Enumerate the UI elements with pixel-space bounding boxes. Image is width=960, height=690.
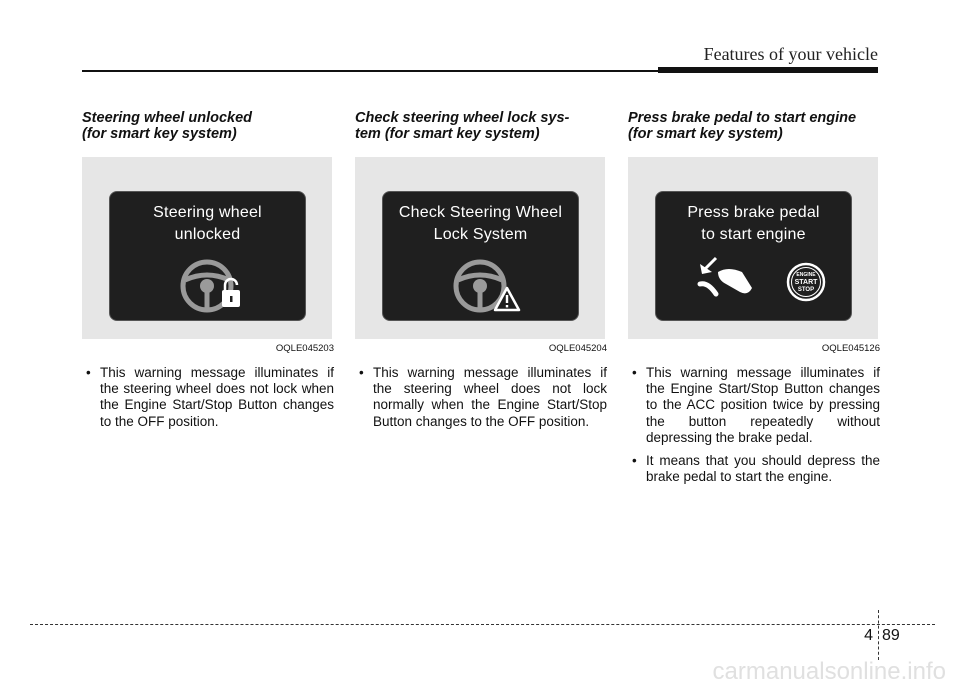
engine-label: ENGINE xyxy=(796,272,816,278)
bullet-list xyxy=(628,365,880,485)
section-title xyxy=(82,110,334,150)
steering-wheel-icon xyxy=(383,192,578,320)
figure-code: OQLE045204 xyxy=(548,343,607,354)
bullet-item: • This warning message illuminates if the Engine Start/Stop Button changes to the ACC position twice by pressing the button repeatedly without depressing the brake pedal. xyxy=(628,365,880,446)
title-line: Check steering wheel lock sys- xyxy=(355,110,570,126)
start-label: START xyxy=(794,279,818,286)
chapter-number: 4 xyxy=(864,627,873,644)
section-title xyxy=(355,110,607,150)
display-line: to start engine xyxy=(701,226,806,243)
cluster-figure xyxy=(82,157,332,339)
display-line: Steering wheel xyxy=(153,204,262,221)
cluster-display xyxy=(655,191,852,321)
display-line: Check Steering Wheel xyxy=(398,204,563,221)
bullet-list xyxy=(355,365,607,430)
watermark: carmanualsonline.info xyxy=(712,658,946,685)
section-press-brake-pedal xyxy=(628,110,880,492)
section-title xyxy=(628,110,880,150)
title-line: tem (for smart key system) xyxy=(355,126,540,142)
cluster-figure xyxy=(355,157,605,339)
section-check-steering-lock xyxy=(355,110,607,437)
cluster-display xyxy=(109,191,306,321)
bullet-list xyxy=(82,365,334,430)
steering-wheel-icon xyxy=(110,192,305,320)
engine-start-stop-icon xyxy=(656,192,851,320)
figure-code: OQLE045126 xyxy=(821,343,880,354)
figure-code: OQLE045203 xyxy=(275,343,334,354)
bullet-item: • It means that you should depress the brake pedal to start the engine. xyxy=(628,453,880,485)
footer-divider xyxy=(878,610,879,660)
display-line: Lock System xyxy=(433,226,528,243)
cluster-display xyxy=(382,191,579,321)
title-line: Press brake pedal to start engine xyxy=(628,110,857,126)
title-line: Steering wheel unlocked xyxy=(82,110,253,126)
stop-label: STOP xyxy=(797,287,815,293)
page-number: 89 xyxy=(882,627,900,644)
running-header: Features of your vehicle xyxy=(703,44,878,64)
display-line: unlocked xyxy=(174,226,241,243)
footer-rule xyxy=(30,624,935,625)
bullet-item: • This warning message illuminates if the steering wheel does not lock normally when the Engine Start/Stop Button changes to the OFF position. xyxy=(355,365,607,430)
display-line: Press brake pedal xyxy=(687,204,820,221)
title-line: (for smart key system) xyxy=(82,126,237,142)
header-rule-accent xyxy=(658,67,878,73)
title-line: (for smart key system) xyxy=(628,126,783,142)
section-steering-unlocked xyxy=(82,110,334,437)
cluster-figure xyxy=(628,157,878,339)
bullet-item: • This warning message illuminates if the steering wheel does not lock when the Engine Start/Stop Button changes to the OFF position. xyxy=(82,365,334,430)
